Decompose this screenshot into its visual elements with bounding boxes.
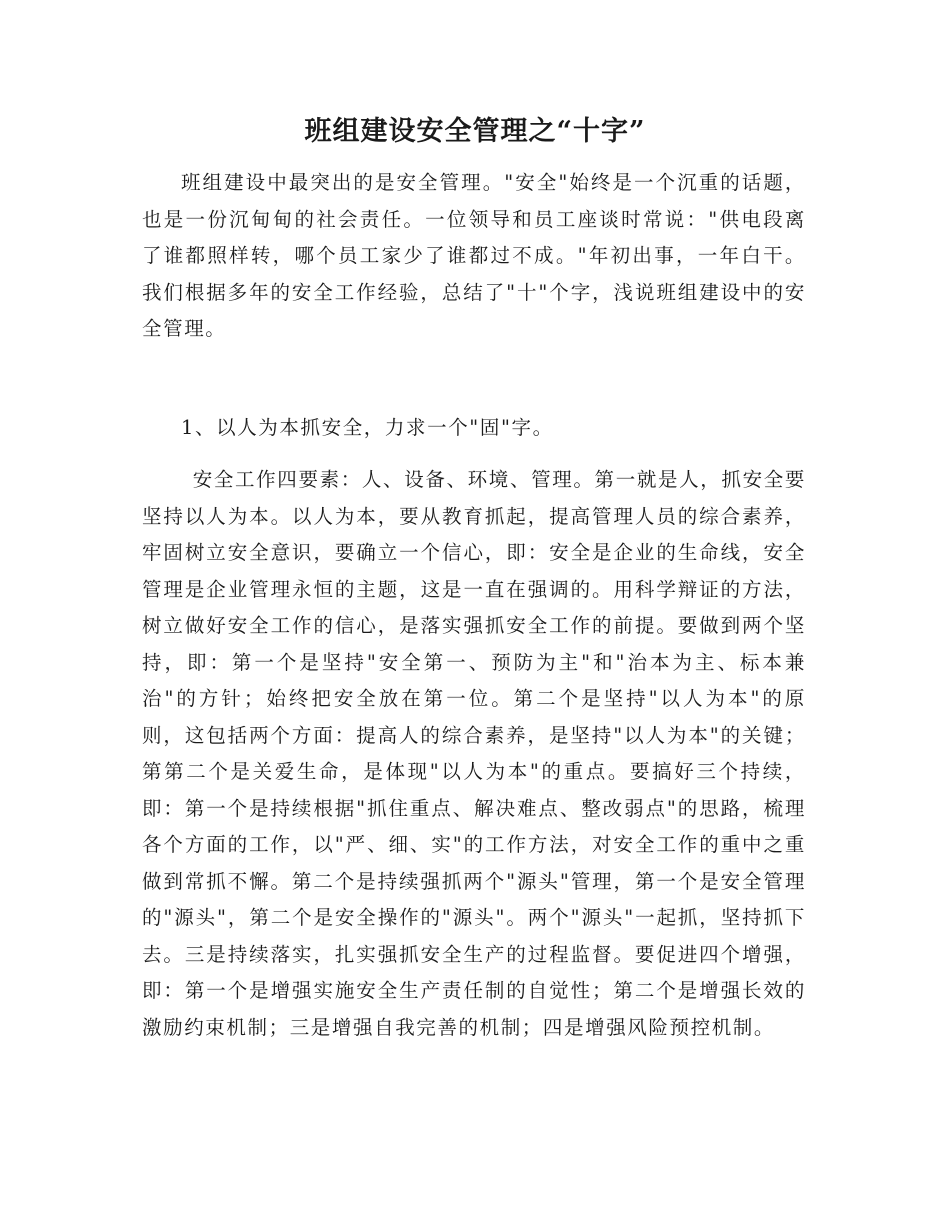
section-1-body: 安全工作四要素：人、设备、环境、管理。第一就是人，抓安全要坚持以人为本。以人为本，要从教育抓起，提高管理人员的综合素养，牢固树立安全意识，要确立一个信心，即：安全是企业的生命线，安全管理是企业管理永恒的主题，这是一直在强调的。用科学辩证的方法，树立做好安全工作的信心，是落实强抓安全工作的前提。要做到两个坚持，即：第一个是坚持"安全第一、预防为主"和"治本为主、标本兼治"的方针；始终把安全放在第一位。第二个是坚持"以人为本"的原则，这包括两个方面：提高人的综合素养，是坚持"以人为本"的关键；第第二个是关爱生命，是体现"以人为本"的重点。要搞好三个持续，即：第一个是持续根据"抓住重点、解决难点、整改弱点"的思路，梳理各个方面的工作，以"严、细、实"的工作方法，对安全工作的重中之重做到常抓不懈。第二个是持续强抓两个"源头"管理，第一个是安全管理的"源头"，第二个是安全操作的"源头"。两个"源头"一起抓，坚持抓下去。三是持续落实，扎实强抓安全生产的过程监督。要促进四个增强，即：第一个是增强实施安全生产责任制的自觉性；第二个是增强长效的激励约束机制；三是增强自我完善的机制；四是增强风险预控机制。 [142, 468, 806, 1039]
section-1-heading: 1、以人为本抓安全，力求一个"固"字。 [181, 416, 554, 439]
document-title: 班组建设安全管理之“十字” [304, 116, 646, 147]
intro-paragraph: 班组建设中最突出的是安全管理。"安全"始终是一个沉重的话题，也是一份沉甸甸的社会责任。一位领导和员工座谈时常说："供电段离了谁都照样转，哪个员工家少了谁都过不成。"年初出事，一年白干。我们根据多年的安全工作经验，总结了"十"个字，浅说班组建设中的安全管理。 [142, 171, 806, 340]
